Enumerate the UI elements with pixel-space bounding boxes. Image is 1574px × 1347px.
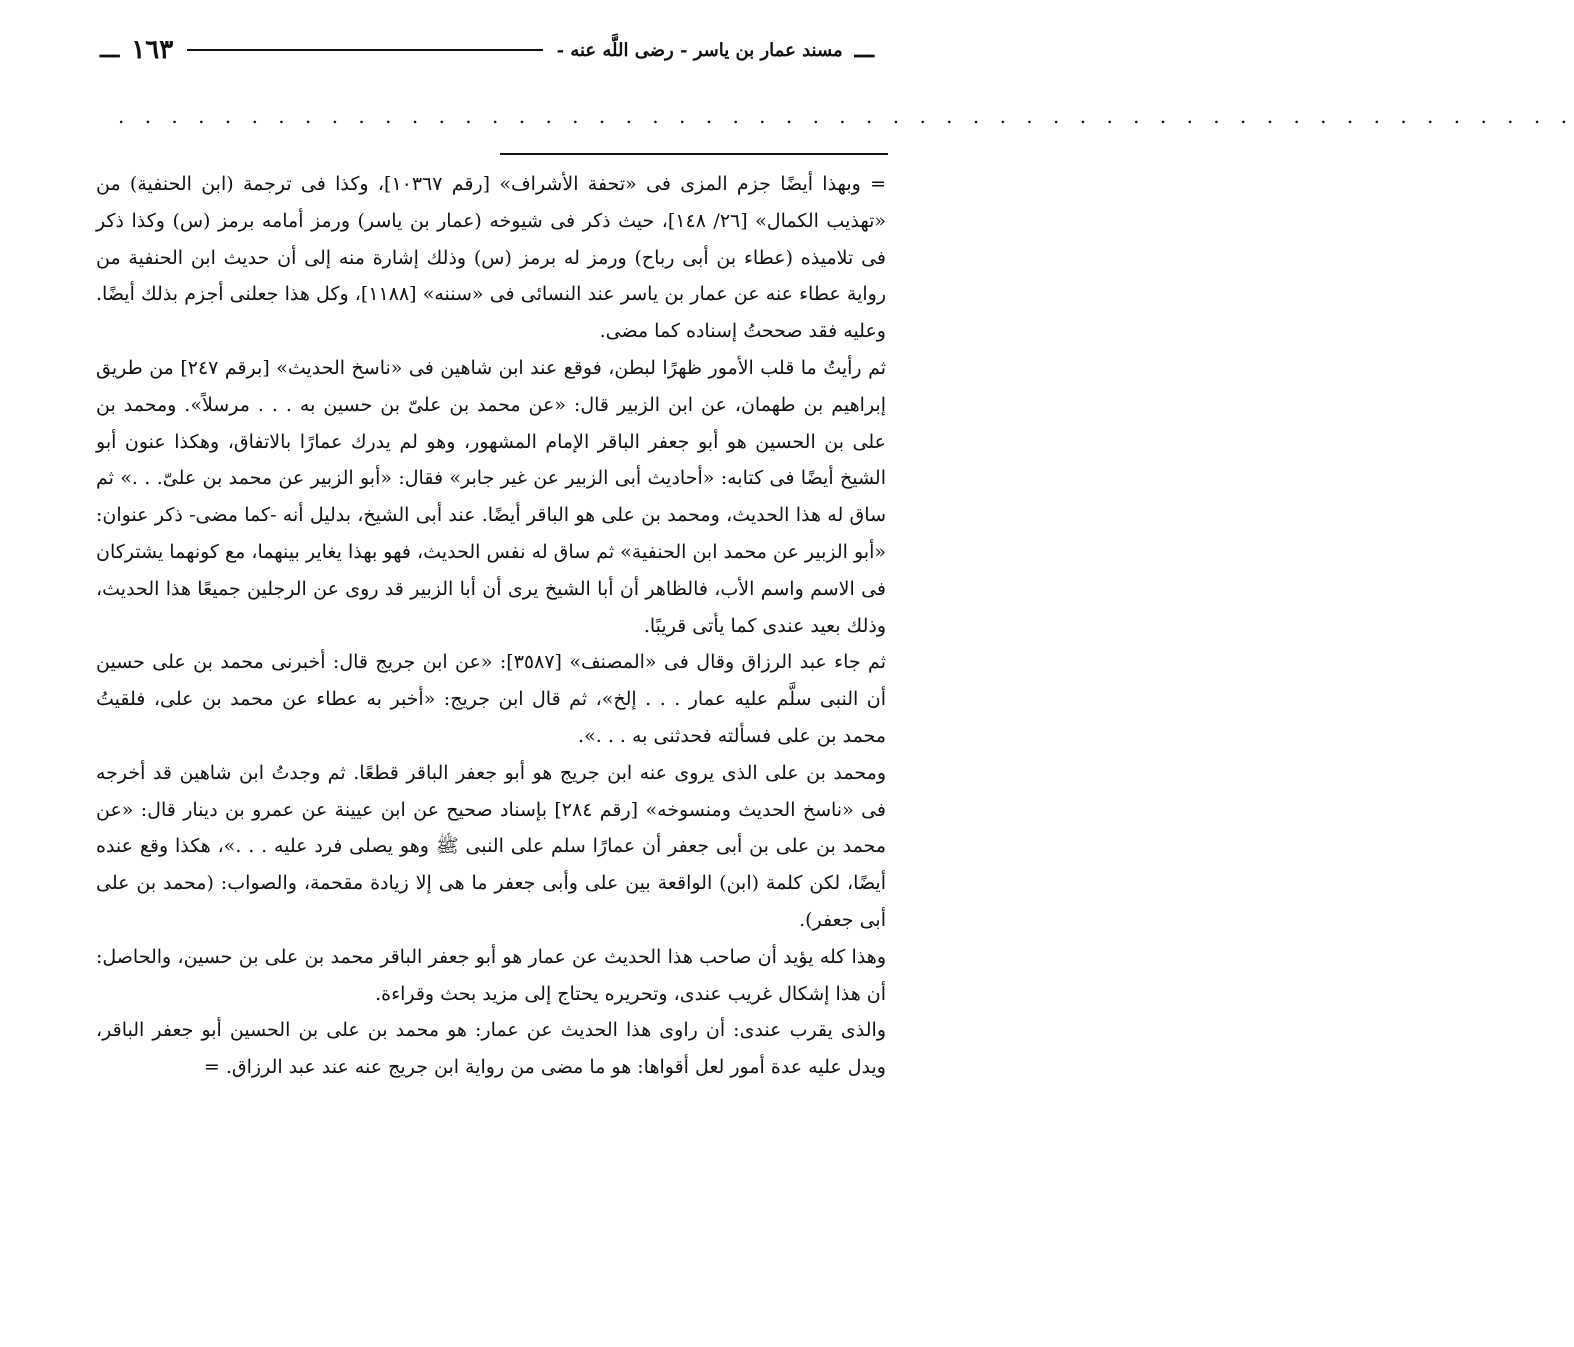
paragraph-1: = وبهذا أيضًا جزم المزى فى «تحفة الأشراف» [رقم ١٠٣٦٧]، وكذا فى ترجمة (ابن الحنفية) من «تهذيب الكمال» [٢٦/ ١٤٨]، حيث ذكر فى شيوخه (عمار بن ياسر) ورمز أمامه برمز (س) وكذا ذكر فى تلاميذه (عطاء بن أبى رباح) ورمز له برمز (س) وذلك إشارة منه إلى أن حديث ابن الحنفية من رواية عطاء عنه عن عمار بن ياسر عند النسائى فى «سننه» [١١٨٨]، وكل هذا جعلنى أجزم بذلك أيضًا. وعليه فقد صححتُ إسناده كما مضى. xyxy=(96,173,887,343)
paragraph-5: وهذا كله يؤيد أن صاحب هذا الحديث عن عمار هو أبو جعفر الباقر محمد بن على بن حسين، والحاصل: أن هذا إشكال غريب عندى، وتحريره يحتاج إلى مزيد بحث وقراءة. xyxy=(96,945,886,1005)
footnote-body xyxy=(96,166,886,1086)
paragraph-2: ثم رأيتُ ما قلب الأمور ظهرًا لبطن، فوقع عند ابن شاهين فى «ناسخ الحديث» [برقم ٢٤٧] من طريق إبراهيم بن طهمان، عن ابن الزبير قال: «عن محمد بن علىّ بن حسين به . . . مرسلاً». ومحمد بن على بن الحسين هو أبو جعفر الباقر الإمام المشهور، وهو لم يدرك عمارًا بالاتفاق، وهكذا عنون أبو الشيخ أيضًا فى كتابه: «أحاديث أبى الزبير عن غير جابر» فقال: «أبو الزبير عن محمد بن علىّ. . .» ثم ساق له هذا الحديث، ومحمد بن على هو الباقر أيضًا. عند أبى الشيخ، بدليل أنه -كما مضى- ذكر عنوان: «أبو الزبير عن محمد ابن الحنفية» ثم ساق له نفس الحديث، فهو بهذا يغاير بينهما، مع كونهما يشتركان فى الاسم واسم الأب، فالظاهر أن أبا الشيخ يرى أن أبا الزبير قد روى عن الرجلين جميعًا هذا الحديث، وذلك بعيد عندى كما يأتى قريبًا. xyxy=(96,356,887,637)
header-trailing-dash: ـــ xyxy=(100,37,120,63)
paragraph-3: ثم جاء عبد الرزاق وقال فى «المصنف» [٣٥٨٧]: «عن ابن جريج قال: أخبرنى محمد بن على حسين أن النبى سلَّم عليه عمار . . . إلخ»، ثم قال ابن جريج: «أخبر به عطاء عن محمد بن على، فلقيتُ محمد بن على فسألته فحدثنى به . . .». xyxy=(96,651,886,747)
page-number: ١٦٣ xyxy=(131,35,174,65)
running-title: مسند عمار بن ياسر - رضى اللَّه عنه - xyxy=(556,39,843,61)
page-header xyxy=(92,22,882,78)
header-leading-dash: ـــ xyxy=(854,37,874,63)
dotted-separator: . . . . . . . . . . . . . . . . . . . . . . . . . . . . . . . . . . . . . . . . . . . . . . . . . . . . . . . xyxy=(118,104,1574,128)
header-rule xyxy=(187,49,542,51)
paragraph-4: ومحمد بن على الذى يروى عنه ابن جريج هو أبو جعفر الباقر قطعًا. ثم وجدتُ ابن شاهين قد أخرجه فى «ناسخ الحديث ومنسوخه» [رقم ٢٨٤] بإسناد صحيح عن ابن عيينة عن عمرو بن دينار قال: «عن محمد بن على بن أبى جعفر أن عمارًا سلم على النبى ﷺ وهو يصلى فرد عليه . . .»، هكذا وقع عنده أيضًا، لكن كلمة (ابن) الواقعة بين على وأبى جعفر ما هى إلا زيادة مقحمة، والصواب: (محمد بن على أبى جعفر). xyxy=(96,761,886,931)
paragraph-6: والذى يقرب عندى: أن راوى هذا الحديث عن عمار: هو محمد بن على بن الحسين أبو جعفر الباقر، ويدل عليه عدة أمور لعل أقواها: هو ما مضى من رواية ابن جريج عنه عند عبد الرزاق. = xyxy=(96,1019,886,1079)
footnote-rule xyxy=(500,153,888,155)
